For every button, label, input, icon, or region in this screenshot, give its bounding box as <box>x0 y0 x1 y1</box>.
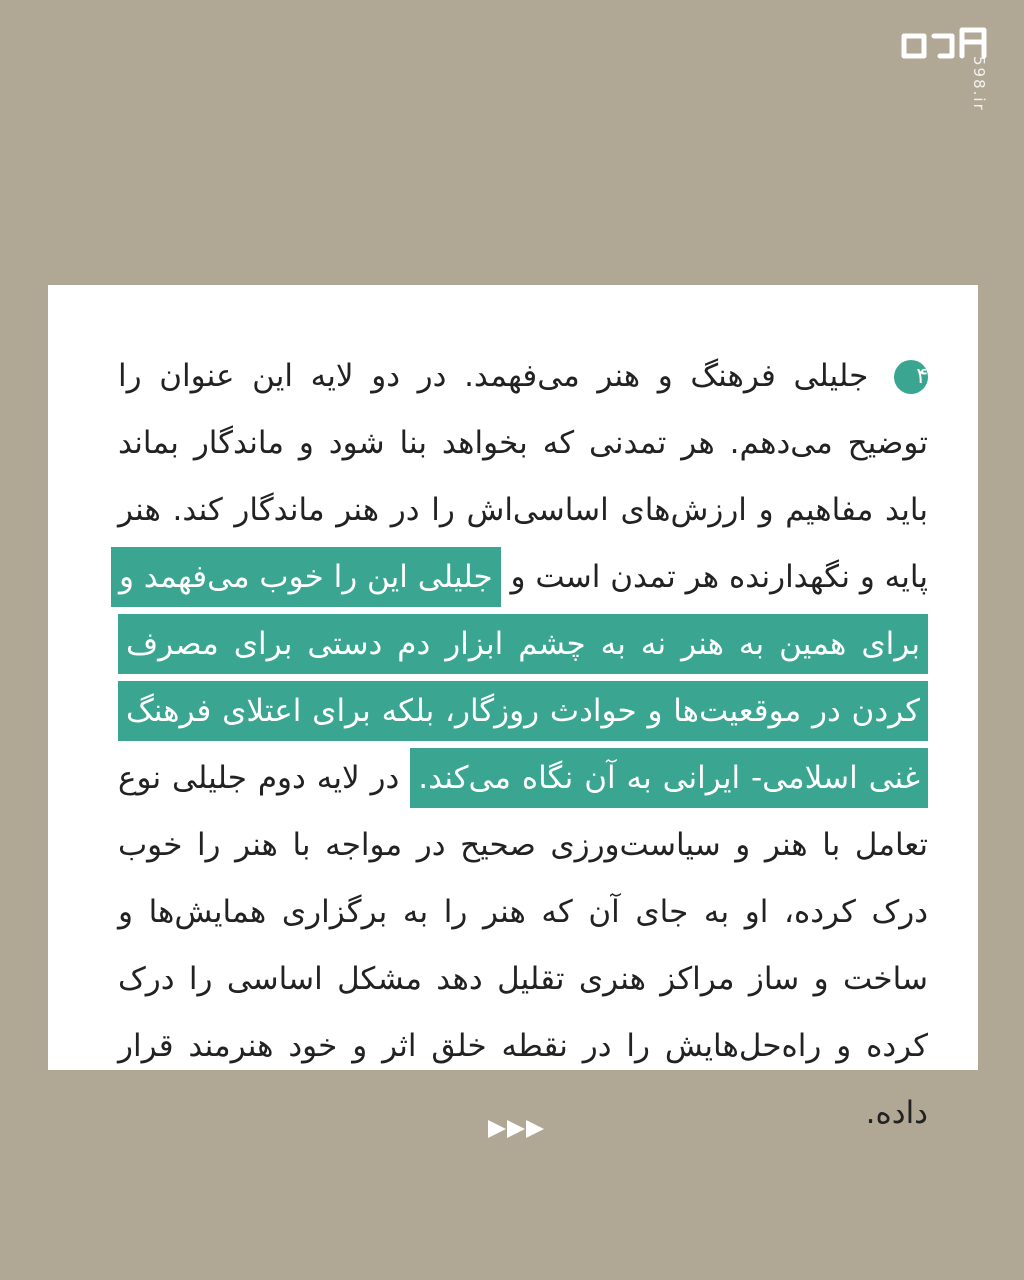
card-paragraph <box>118 343 928 1147</box>
paragraph-text-end: در لایه دوم جلیلی نوع تعامل با هنر و سیاست‌ورزی صحیح در مواجه با هنر را خوب درک کرده، او به جای آن که هنر را به برگزاری همایش‌ها و ساخت و ساز مراکز هنری تقلیل دهد مشکل اساسی را درک کرده و راه‌حل‌هایش را در نقطه خلق اثر و خود هنرمند قرار داده. <box>118 760 928 1131</box>
item-number-badge: ۴ <box>894 360 928 394</box>
logo-domain: 598.ir <box>970 56 988 112</box>
next-arrows-icon[interactable] <box>488 1118 546 1140</box>
content-card <box>48 285 978 1131</box>
highlighted-text: جلیلی این را خوب می‌فهمد و برای همین به هنر نه به چشم ابزار دم دستی برای مصرف کردن در موقعیت‌ها و حوادث روزگار، بلکه برای اعتلای فرهنگ غنی اسلامی- ایرانی به آن نگاه می‌کند. <box>111 547 928 808</box>
paragraph-text-start: جلیلی فرهنگ و هنر می‌فهمد. در دو لایه این عنوان را توضیح می‌دهم. هر تمدنی که بخواهد بنا شود و ماندگار بماند باید مفاهیم و ارزش‌های اساسی‌اش را در هنر ماندگار کند. هنر پایه و نگهدارنده هر تمدن است و <box>118 358 928 595</box>
